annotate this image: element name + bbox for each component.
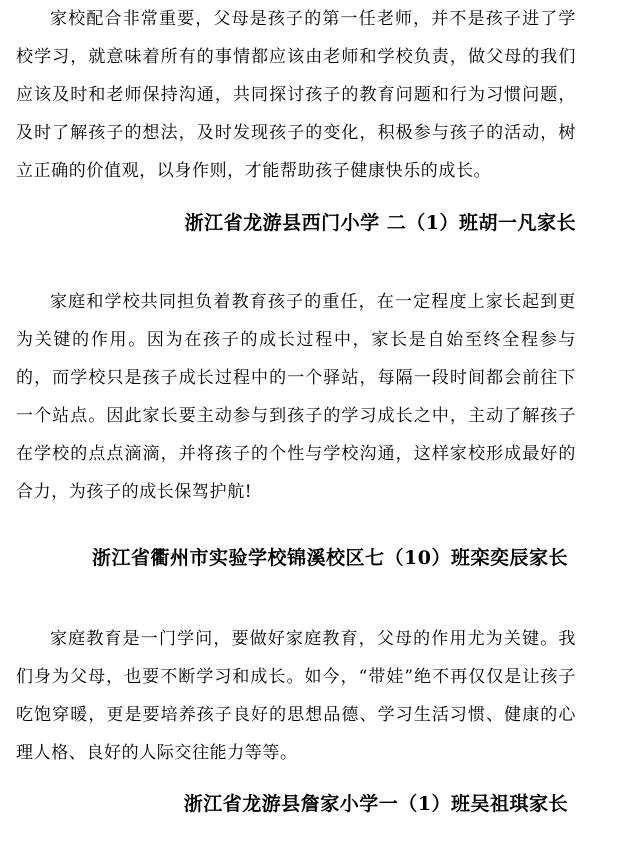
parent-comment-2 (16, 283, 576, 511)
parent-comment-1 (16, 0, 576, 190)
comment-paragraph: 家庭和学校共同担负着教育孩子的重任，在一定程度上家长起到更为关键的作用。因为在孩子的成长过程中，家长是自始至终全程参与的，而学校只是孩子成长过程中的一个驿站，每隔一段时间都会前往下一个站点。因此家长要主动参与到孩子的学习成长之中，主动了解孩子在学校的点点滴滴，并将孩子的个性与学校沟通，这样家校形成最好的合力，为孩子的成长保驾护航! (16, 292, 576, 502)
comment-signature: 浙江省龙游县詹家小学一（1）班吴祖琪家长 (183, 793, 568, 815)
comment-paragraph: 家校配合非常重要，父母是孩子的第一任老师，并不是孩子进了学校学习，就意味着所有的事情都应该由老师和学校负责，做父母的我们应该及时和老师保持沟通，共同探讨孩子的教育问题和行为习惯问题，及时了解孩子的想法，及时发现孩子的变化，积极参与孩子的活动，树立正确的价值观，以身作则，才能帮助孩子健康快乐的成长。 (16, 9, 576, 181)
comment-signature: 浙江省龙游县西门小学 二（1）班胡一凡家长 (184, 212, 576, 234)
parent-comment-3 (16, 620, 576, 772)
comment-signature: 浙江省衢州市实验学校锦溪校区七（10）班栾奕辰家长 (92, 547, 568, 569)
comment-paragraph: 家庭教育是一门学问，要做好家庭教育，父母的作用尤为关键。我们身为父母，也要不断学习和成长。如今，“带娃”绝不再仅仅是让孩子吃饱穿暖，更是要培养孩子良好的思想品德、学习生活习惯、健康的心理人格、良好的人际交往能力等等。 (16, 629, 576, 763)
